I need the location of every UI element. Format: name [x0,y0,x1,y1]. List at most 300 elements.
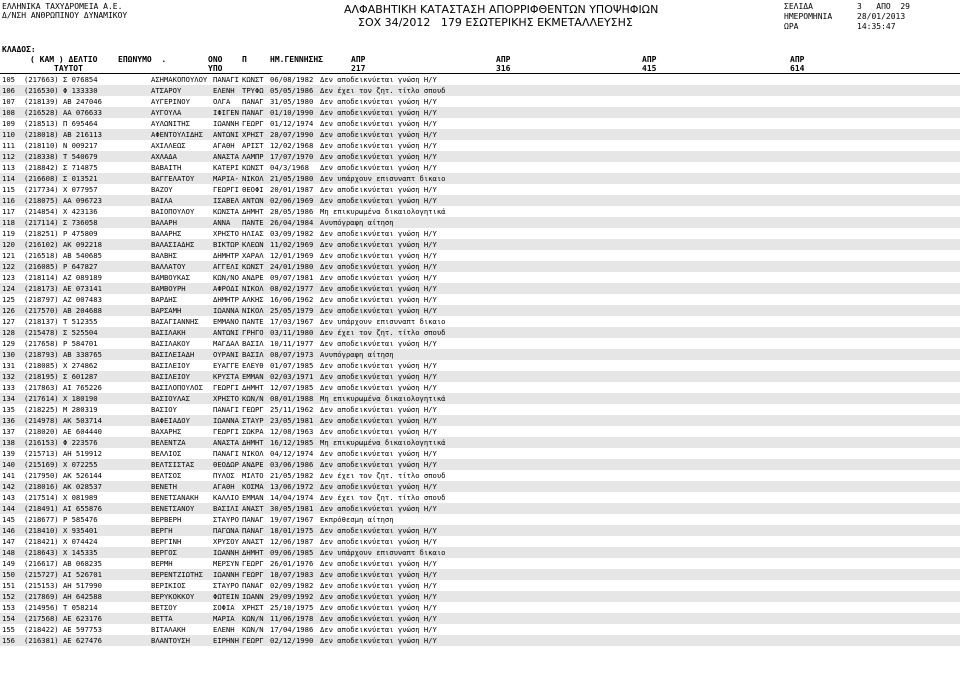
first-name: ΑΓΑΘΗ [213,141,235,150]
delta-id: (218410) Χ 935401 [24,526,98,535]
surname: ΒΑΣΙΛΑΚΗ [151,328,186,337]
delta-id: (218797) ΑΖ 007483 [24,295,102,304]
table-row [0,283,960,294]
father-name: ΔΗΜΗΤ [242,207,264,216]
delta-id: (214956) Τ 058214 [24,603,98,612]
birth-date: 13/06/1972 [270,482,314,491]
birth-date: 02/06/1969 [270,196,314,205]
father-name: ΚΩΝΣΤ [242,163,264,172]
first-name: ΚΑΤΕΡΙ [213,163,239,172]
surname: ΒΑΛΛΑΤΟΥ [151,262,186,271]
row-number: 131 [2,361,15,370]
row-number: 106 [2,86,15,95]
row-number: 143 [2,493,15,502]
father-name: ΚΛΕΩΝ [242,240,264,249]
row-number: 145 [2,515,15,524]
table-row [0,591,960,602]
delta-id: (217514) Χ 081989 [24,493,98,502]
table-row [0,316,960,327]
father-name: ΠΑΝΑΓ [242,108,264,117]
surname: ΒΑΣΙΛΑΚΟΥ [151,339,190,348]
surname: ΒΑΣΙΛΟΠΟΥΛΟΣ [151,383,203,392]
row-number: 113 [2,163,15,172]
father-name: ΝΙΚΟΛ [242,306,264,315]
birth-date: 25/11/1962 [270,405,314,414]
table-row [0,107,960,118]
col-taytot: ΤΑΥΤΟΤ [54,64,83,73]
father-name: ΝΙΚΟΛ [242,284,264,293]
birth-date: 28/07/1990 [270,130,314,139]
table-row [0,327,960,338]
rejection-reason: Δεν αποδεικνύεται γνώση Η/Υ [320,625,437,634]
row-number: 153 [2,603,15,612]
delta-id: (216085) Ρ 647827 [24,262,98,271]
delta-id: (216528) ΑΑ 076633 [24,108,102,117]
surname: ΒΕΛΤΣΙΣΤΑΣ [151,460,195,469]
table-row [0,294,960,305]
surname: ΑΣΗΜΑΚΟΠΟΥΛΟΥ [151,75,208,84]
birth-date: 01/07/1985 [270,361,314,370]
father-name: ΕΜΜΑΝ [242,372,264,381]
row-number: 119 [2,229,15,238]
first-name: ΚΡΥΣΤΑ [213,372,239,381]
first-name: ΣΟΦΙΑ [213,603,235,612]
rejection-reason: Δεν αποδεικνύεται γνώση Η/Υ [320,130,437,139]
father-name: ΘΕΟΦΙ [242,185,264,194]
delta-id: (218020) ΑΕ 604440 [24,427,102,436]
delta-id: (216617) ΑΒ 068235 [24,559,102,568]
first-name: ΕΙΡΗΝΗ [213,636,239,645]
table-row [0,404,960,415]
birth-date: 02/12/1990 [270,636,314,645]
org-department: Δ/ΝΣΗ ΑΝΘΡΩΠΙΝΟΥ ΔΥΝΑΜΙΚΟΥ [2,11,128,20]
delta-id: (217863) ΑΙ 765226 [24,383,102,392]
surname: ΑΥΓΕΡΙΝΟΥ [151,97,190,106]
delta-id: (216608) Σ 013521 [24,174,98,183]
birth-date: 08/01/1988 [270,394,314,403]
father-name: ΚΟΣΜΑ [242,482,264,491]
row-number: 123 [2,273,15,282]
surname: ΒΑΛΑΡΗΣ [151,229,182,238]
table-row [0,437,960,448]
surname: ΒΕΤΣΟΥ [151,603,177,612]
delta-id: (218110) Ν 009217 [24,141,98,150]
table-row [0,349,960,360]
table-row [0,140,960,151]
rejection-reason: Δεν αποδεικνύεται γνώση Η/Υ [320,295,437,304]
first-name: ΒΑΣΙΛΙ [213,504,239,513]
father-name: ΒΑΣΙΛ [242,339,264,348]
father-name: ΧΡΗΣΤ [242,603,264,612]
father-name: ΙΩΑΝΝ [242,592,264,601]
delta-id: (218251) Ρ 475809 [24,229,98,238]
rejection-reason: Δεν αποδεικνύεται γνώση Η/Υ [320,262,437,271]
birth-date: 04/3/1968 [270,163,309,172]
rejection-reason: Δεν έχει τον ζητ. τίτλο σπουδ [320,493,446,502]
col-birthdate: ΗΜ.ΓΕΝΝΗΣΗΣ [270,55,323,64]
surname: ΒΑΛΑΡΗ [151,218,177,227]
surname: ΒΛΑΝΤΟΥΣΗ [151,636,190,645]
surname: ΒΕΡΕΝΤΖΙΩΤΗΣ [151,570,203,579]
rejection-reason: Δεν υπάρχουν επισυναπτ δικαιο [320,317,446,326]
table-row [0,635,960,646]
delta-id: (215727) ΑΙ 526701 [24,570,102,579]
birth-date: 08/02/1977 [270,284,314,293]
rejection-reason: Δεν αποδεικνύεται γνώση Η/Υ [320,559,437,568]
surname: ΑΧΛΑΔΑ [151,152,177,161]
table-row [0,547,960,558]
father-name: ΑΝΔΡΕ [242,273,264,282]
delta-id: (217570) ΑΒ 204688 [24,306,102,315]
birth-date: 03/06/1986 [270,460,314,469]
table-row [0,85,960,96]
father-name: ΕΛΕΥΘ [242,361,264,370]
rejection-reason: Δεν αποδεικνύεται γνώση Η/Υ [320,141,437,150]
first-name: ΙΩΑΝΝΗ [213,548,239,557]
delta-id: (216381) ΑΕ 627476 [24,636,102,645]
delta-id: (218677) Ρ 585476 [24,515,98,524]
rejection-reason: Δεν αποδεικνύεται γνώση Η/Υ [320,449,437,458]
delta-id: (218421) Χ 074424 [24,537,98,546]
first-name: ΕΛΕΝΗ [213,625,235,634]
father-name: ΔΗΜΗΤ [242,438,264,447]
father-name: ΗΛΙΑΣ [242,229,264,238]
rejection-reason: Δεν αποδεικνύεται γνώση Η/Υ [320,427,437,436]
col-apr-3-value: 415 [642,64,657,73]
birth-date: 26/04/1984 [270,218,314,227]
row-number: 154 [2,614,15,623]
birth-date: 28/05/1986 [270,207,314,216]
birth-date: 17/04/1986 [270,625,314,634]
birth-date: 21/05/1982 [270,471,314,480]
rejection-reason: Δεν αποδεικνύεται γνώση Η/Υ [320,163,437,172]
surname: ΒΑΙΛΑ [151,196,173,205]
birth-date: 21/05/1980 [270,174,314,183]
birth-date: 19/07/1967 [270,515,314,524]
row-number: 144 [2,504,15,513]
rejection-reason: Δεν αποδεικνύεται γνώση Η/Υ [320,372,437,381]
col-apr-4: ΑΠΡ [790,55,805,64]
father-name: ΠΑΝΑΓ [242,526,264,535]
surname: ΑΤΣΑΡΟΥ [151,86,182,95]
birth-date: 30/05/1981 [270,504,314,513]
row-number: 147 [2,537,15,546]
first-name: ΑΦΡΟΔΙ [213,284,239,293]
surname: ΒΕΤΤΑ [151,614,173,623]
table-row [0,151,960,162]
father-name: ΑΝΑΣΤ [242,504,264,513]
delta-id: (215478) Σ 525504 [24,328,98,337]
delta-id: (218513) Π 695464 [24,119,98,128]
rejection-reason: Δεν αποδεικνύεται γνώση Η/Υ [320,229,437,238]
table-row [0,195,960,206]
rejection-reason: Ανυπόγραφη αίτηση [320,350,394,359]
row-number: 136 [2,416,15,425]
first-name: ΜΑΓΔΑΛ [213,339,239,348]
birth-date: 09/07/1981 [270,273,314,282]
surname: ΑΥΓΟΥΛΑ [151,108,182,117]
row-number: 105 [2,75,15,84]
rejection-reason: Δεν αποδεικνύεται γνώση Η/Υ [320,108,437,117]
father-name: ΧΑΡΑΛ [242,251,264,260]
father-name: ΚΩΝ/Ν [242,394,264,403]
father-name: ΚΩΝΣΤ [242,75,264,84]
surname: ΒΑΖΟΥ [151,185,173,194]
rejection-reason: Μη επικυρωμένα δικαιολογητικά [320,207,446,216]
birth-date: 12/02/1968 [270,141,314,150]
rejection-reason: Δεν έχει τον ζητ. τίτλο σπουδ [320,328,446,337]
father-name: ΑΛΚΗΣ [242,295,264,304]
birth-date: 25/05/1979 [270,306,314,315]
rejection-reason: Δεν αποδεικνύεται γνώση Η/Υ [320,119,437,128]
row-number: 111 [2,141,15,150]
delta-id: (215713) ΑΗ 519912 [24,449,102,458]
father-name: ΒΑΣΙΛ [242,350,264,359]
row-number: 134 [2,394,15,403]
birth-date: 12/07/1985 [270,383,314,392]
birth-date: 04/12/1974 [270,449,314,458]
first-name: ΜΑΡΙΑ- [213,174,239,183]
birth-date: 23/05/1981 [270,416,314,425]
father-name: ΜΙΛΤΟ [242,471,264,480]
surname: ΒΑΜΒΟΥΡΗ [151,284,186,293]
row-number: 124 [2,284,15,293]
father-name: ΝΙΚΟΛ [242,449,264,458]
table-row [0,580,960,591]
rejection-reason: Δεν αποδεικνύεται γνώση Η/Υ [320,482,437,491]
rejection-reason: Δεν αποδεικνύεται γνώση Η/Υ [320,273,437,282]
father-name: ΑΝΔΡΕ [242,460,264,469]
table-row [0,415,960,426]
delta-id: (214854) Χ 423136 [24,207,98,216]
rejection-reason: Δεν αποδεικνύεται γνώση Η/Υ [320,603,437,612]
father-name: ΑΡΙΣΤ [242,141,264,150]
table-row [0,217,960,228]
delta-id: (217950) ΑΚ 526144 [24,471,102,480]
delta-id: (217734) Χ 077957 [24,185,98,194]
birth-date: 12/08/1963 [270,427,314,436]
delta-id: (218139) ΑΒ 247046 [24,97,102,106]
birth-date: 29/09/1992 [270,592,314,601]
rejection-reason: Δεν αποδεικνύεται γνώση Η/Υ [320,75,437,84]
delta-id: (218075) ΑΑ 096723 [24,196,102,205]
delta-id: (216102) ΑΚ 092218 [24,240,102,249]
first-name: ΠΑΝΑΓΙ [213,75,239,84]
time-value: 14:35:47 [857,22,896,31]
father-name: ΣΤΑΥΡ [242,416,264,425]
father-name: ΕΜΜΑΝ [242,493,264,502]
rejection-reason: Δεν αποδεικνύεται γνώση Η/Υ [320,581,437,590]
birth-date: 06/08/1982 [270,75,314,84]
first-name: ΧΡΗΣΤΟ [213,394,239,403]
first-name: ΓΕΩΡΓΙ [213,383,239,392]
org-name: ΕΛΛΗΝΙΚΑ ΤΑΧΥΔΡΟΜΕΙΑ Α.Ε. [2,2,123,11]
table-row [0,503,960,514]
rejection-reason: Δεν αποδεικνύεται γνώση Η/Υ [320,185,437,194]
delta-id: (218114) ΑΖ 089189 [24,273,102,282]
row-number: 152 [2,592,15,601]
delta-id: (218225) Μ 280319 [24,405,98,414]
surname: ΒΑΣΙΛΕΙΑΔΗ [151,350,195,359]
birth-date: 11/06/1978 [270,614,314,623]
rejection-reason: Δεν αποδεικνύεται γνώση Η/Υ [320,537,437,546]
delta-id: (218195) Σ 601287 [24,372,98,381]
surname: ΒΙΤΑΛΑΚΗ [151,625,186,634]
father-name: ΠΑΝΑΓ [242,97,264,106]
first-name: ΔΗΜΗΤΡ [213,251,239,260]
birth-date: 03/11/1980 [270,328,314,337]
report-title: ΑΛΦΑΒΗΤΙΚΗ ΚΑΤΑΣΤΑΣΗ ΑΠΟΡΡΙΦΘΕΝΤΩΝ ΥΠΟΨΗΦΙΩΝ [344,3,659,16]
row-number: 110 [2,130,15,139]
table-row [0,371,960,382]
first-name: ΠΑΓΩΝΑ [213,526,239,535]
surname: ΒΕΡΓΟΣ [151,548,177,557]
delta-id: (217869) ΑΗ 642588 [24,592,102,601]
rejection-reason: Δεν αποδεικνύεται γνώση Η/Υ [320,416,437,425]
father-name: ΓΕΩΡΓ [242,405,264,414]
birth-date: 18/01/1975 [270,526,314,535]
table-row [0,624,960,635]
first-name: ΑΓΓΕΛΙ [213,262,239,271]
father-name: ΓΕΩΡΓ [242,570,264,579]
date-value: 28/01/2013 [857,12,906,21]
first-name: ΘΕΟΔΩΡ [213,460,239,469]
row-number: 114 [2,174,15,183]
row-number: 146 [2,526,15,535]
first-name: ΒΙΚΤΩΡ [213,240,239,249]
delta-id: (218643) Χ 145335 [24,548,98,557]
col-p: Π [242,55,247,64]
rejection-reason: Δεν αποδεικνύεται γνώση Η/Υ [320,240,437,249]
surname: ΒΑΧΑΡΗΣ [151,427,182,436]
row-number: 155 [2,625,15,634]
father-name: ΠΑΝΤΕ [242,218,264,227]
rejection-reason: Δεν έχει τον ζητ. τίτλο σπουδ [320,86,446,95]
first-name: ΚΩΝ/ΝΟ [213,273,239,282]
father-name: ΧΡΗΣΤ [242,130,264,139]
table-row [0,118,960,129]
first-name: ΙΩΑΝΝΑ [213,306,239,315]
father-name: ΔΗΜΗΤ [242,383,264,392]
first-name: ΕΜΜΑΝΟ [213,317,239,326]
rejection-reason: Δεν αποδεικνύεται γνώση Η/Υ [320,383,437,392]
first-name: ΙΦΙΓΕΝ [213,108,239,117]
birth-date: 14/04/1974 [270,493,314,502]
row-number: 122 [2,262,15,271]
first-name: ΜΕΡΣΥΝ [213,559,239,568]
row-number: 112 [2,152,15,161]
first-name: ΕΛΕΝΗ [213,86,235,95]
first-name: ΧΡΥΣΟΥ [213,537,239,546]
table-row [0,184,960,195]
delta-id: (218016) ΑΚ 028537 [24,482,102,491]
col-apr-1-value: 217 [351,64,366,73]
birth-date: 17/07/1970 [270,152,314,161]
surname: ΒΕΛΛΙΟΣ [151,449,182,458]
first-name: ΦΩΤΕΙΝ [213,592,239,601]
row-number: 120 [2,240,15,249]
delta-id: (218338) Τ 540679 [24,152,98,161]
row-number: 132 [2,372,15,381]
surname: ΒΑΛΒΗΣ [151,251,177,260]
rejection-reason: Δεν αποδεικνύεται γνώση Η/Υ [320,405,437,414]
table-row [0,74,960,85]
table-row [0,305,960,316]
father-name: ΓΡΗΓΟ [242,328,264,337]
surname: ΒΑΣΙΛΕΙΟΥ [151,372,190,381]
rejection-reason: Δεν αποδεικνύεται γνώση Η/Υ [320,504,437,513]
table-row [0,96,960,107]
father-name: ΤΡΥΦΩ [242,86,264,95]
page-value: 3 ΑΠΟ 29 [857,2,910,11]
surname: ΒΕΡΒΕΡΗ [151,515,182,524]
first-name: ΕΥΑΓΓΕ [213,361,239,370]
delta-id: (218491) ΑΙ 655876 [24,504,102,513]
birth-date: 25/10/1975 [270,603,314,612]
surname: ΒΑΣΙΟΥΛΑΣ [151,394,190,403]
father-name: ΠΑΝΑΓ [242,515,264,524]
father-name: ΑΝΤΩΝ [242,196,264,205]
time-label: ΩΡΑ [784,22,799,31]
table-row [0,558,960,569]
surname: ΒΕΛΕΝΤΖΑ [151,438,186,447]
surname: ΒΑΡΔΗΣ [151,295,177,304]
father-name: ΚΩΝ/Ν [242,625,264,634]
birth-date: 01/12/1974 [270,119,314,128]
birth-date: 10/11/1977 [270,339,314,348]
father-name: ΠΑΝΤΕ [242,317,264,326]
birth-date: 26/01/1976 [270,559,314,568]
row-number: 141 [2,471,15,480]
father-name: ΛΑΜΠΡ [242,152,264,161]
delta-id: (218793) ΑΒ 338765 [24,350,102,359]
delta-id: (214978) ΑΚ 503714 [24,416,102,425]
first-name: ΑΝΝΑ [213,218,231,227]
delta-id: (217614) Χ 180190 [24,394,98,403]
rejection-reason: Δεν έχει τον ζητ. τίτλο σπουδ [320,471,446,480]
row-number: 142 [2,482,15,491]
surname: ΒΕΝΕΤΣΑΝΑΚΗ [151,493,199,502]
table-row [0,536,960,547]
row-number: 130 [2,350,15,359]
col-kam: ( ΚΑΜ ) ΔΕΛΤΙΟ [30,55,98,64]
row-number: 140 [2,460,15,469]
first-name: ΔΗΜΗΤΡ [213,295,239,304]
delta-id: (218422) ΑΕ 597753 [24,625,102,634]
first-name: ΜΑΡΙΑ [213,614,235,623]
surname: ΒΕΡΓΙΝΗ [151,537,182,546]
surname: ΒΑΓΓΕΛΑΤΟΥ [151,174,195,183]
surname: ΒΕΡΙΚΙΟΣ [151,581,186,590]
row-number: 149 [2,559,15,568]
row-number: 138 [2,438,15,447]
father-name: ΔΗΜΗΤ [242,548,264,557]
table-row [0,492,960,503]
row-number: 109 [2,119,15,128]
first-name: ΑΝΤΩΝΙ [213,130,239,139]
table-row [0,239,960,250]
father-name: ΓΕΩΡΓ [242,119,264,128]
first-name: ΙΩΑΝΝΗ [213,570,239,579]
first-name: ΙΩΑΝΝΗ [213,119,239,128]
father-name: ΚΩΝ/Ν [242,614,264,623]
table-row [0,173,960,184]
col-eponymo: ΕΠΩΝΥΜΟ . [118,55,167,64]
rejection-reason: Δεν αποδεικνύεται γνώση Η/Υ [320,592,437,601]
first-name: ΠΥΛΟΣ [213,471,235,480]
table-row [0,514,960,525]
first-name: ΑΝΤΩΝΙ [213,328,239,337]
